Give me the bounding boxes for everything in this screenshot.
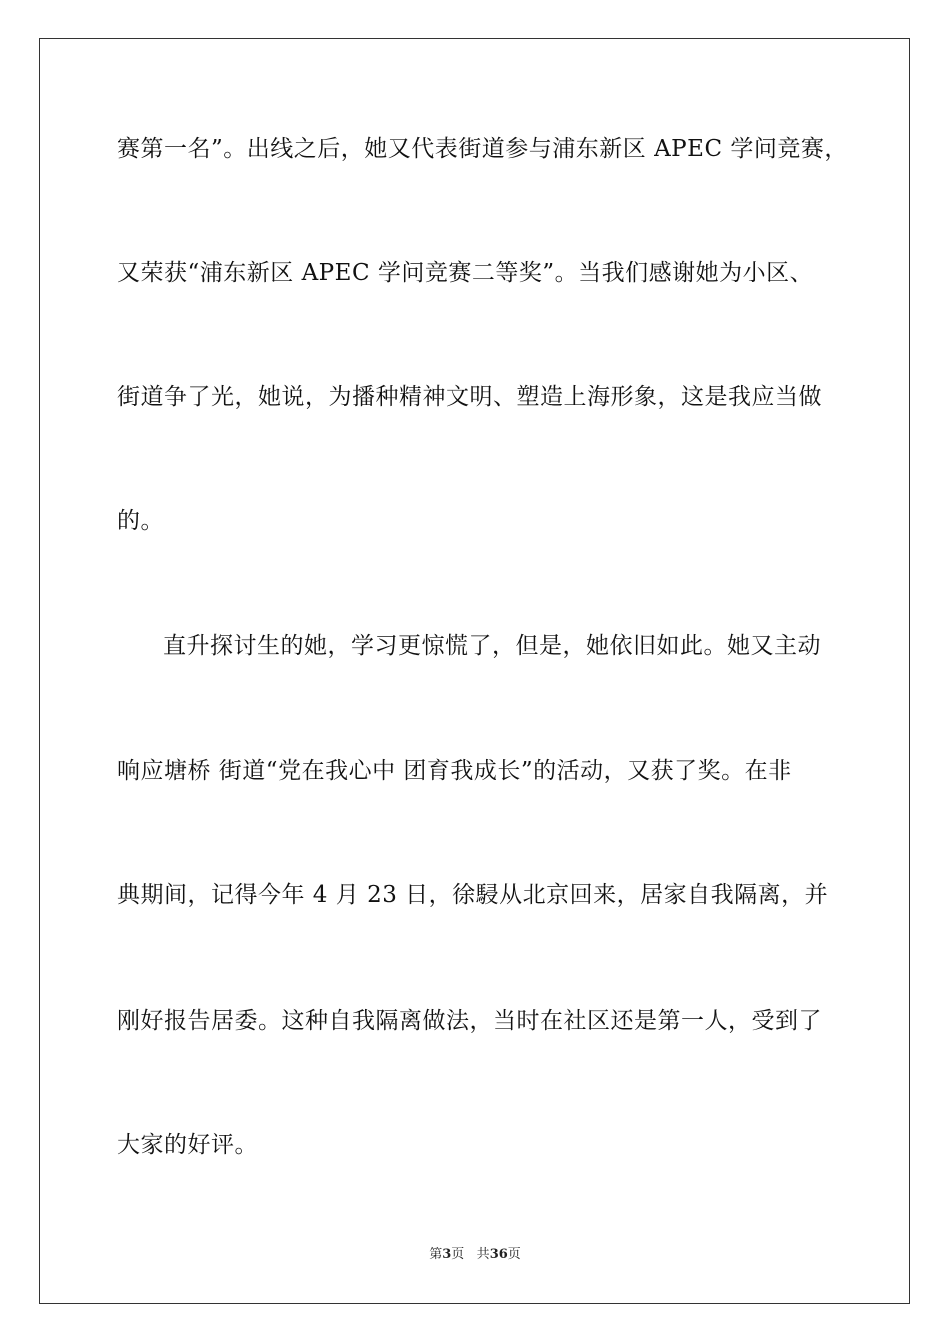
body-line-6: 响应塘桥 街道“党在我心中 团育我成长”的活动，又获了奖。在非 — [117, 758, 792, 784]
body-line-2: 又荣获“浦东新区 APEC 学问竞赛二等奖”。当我们感谢她为小区、 — [117, 260, 814, 286]
current-page-number: 3 — [442, 1247, 452, 1262]
total-suffix: 页 — [507, 1247, 521, 1262]
body-line-4: 的。 — [117, 508, 164, 534]
page-border — [39, 38, 910, 1304]
body-line-9: 大家的好评。 — [117, 1132, 258, 1158]
body-line-1: 赛第一名”。出线之后，她又代表街道参与浦东新区 APEC 学问竞赛， — [117, 136, 848, 162]
total-prefix: 共 — [476, 1247, 490, 1262]
body-line-5-paragraph-start: 直升探讨生的她，学习更惊慌了，但是，她依旧如此。她又主动 — [163, 633, 821, 659]
page-prefix: 第 — [429, 1247, 443, 1262]
total-page-count: 36 — [489, 1247, 508, 1262]
body-line-7: 典期间，记得今年 4 月 23 日，徐駸从北京回来，居家自我隔离，并 — [117, 882, 829, 908]
body-line-8: 刚好报告居委。这种自我隔离做法，当时在社区还是第一人，受到了 — [117, 1008, 822, 1034]
page-suffix: 页 — [451, 1247, 465, 1262]
page-footer — [0, 1246, 950, 1264]
body-line-3: 街道争了光，她说，为播种精神文明、塑造上海形象，这是我应当做 — [117, 384, 822, 410]
